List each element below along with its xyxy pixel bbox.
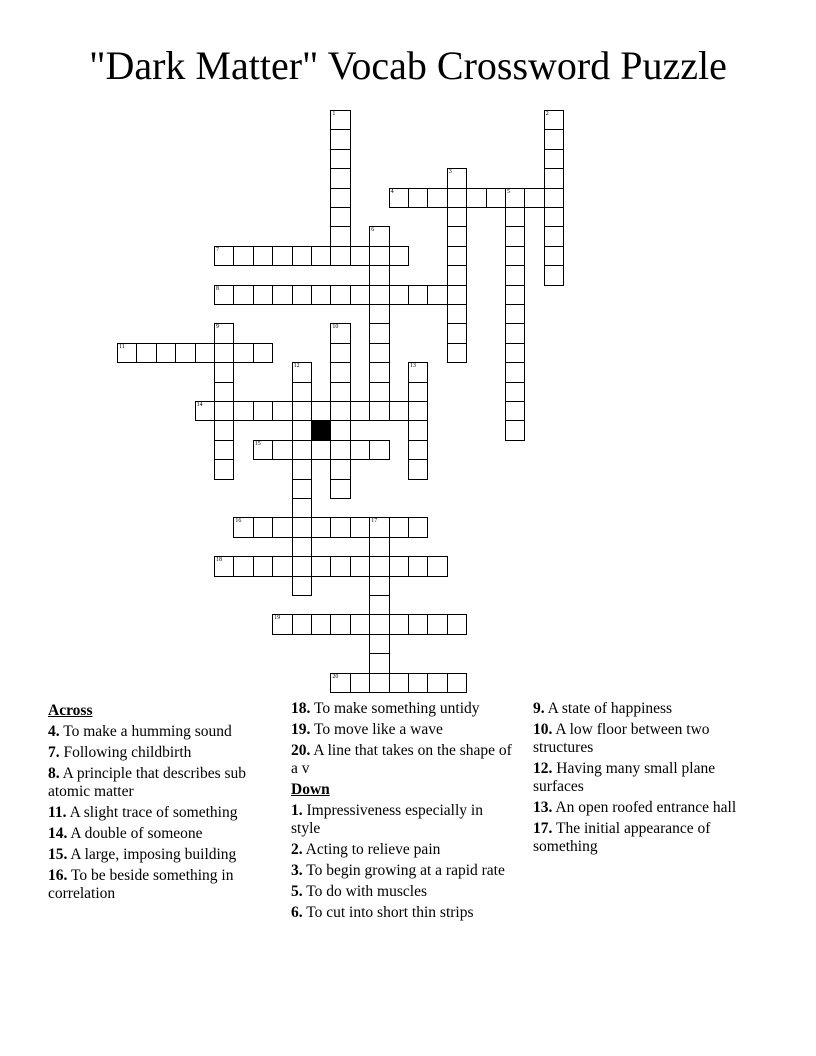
clue-number: 2	[545, 111, 549, 117]
grid-cell[interactable]	[330, 129, 350, 149]
across-clue	[48, 744, 273, 762]
grid-cell[interactable]	[292, 537, 312, 557]
clue-num: 6.	[291, 904, 303, 921]
grid-cell[interactable]	[427, 556, 447, 576]
grid-cell[interactable]	[233, 517, 253, 537]
grid-cell[interactable]	[408, 285, 428, 305]
grid-cell[interactable]	[214, 343, 234, 363]
clue-num: 20.	[291, 742, 311, 759]
grid-cell[interactable]	[544, 149, 564, 169]
grid-cell[interactable]	[272, 285, 292, 305]
across-header: Across	[48, 702, 93, 719]
grid-cell[interactable]	[253, 556, 273, 576]
across-clue	[48, 765, 273, 801]
grid-cell[interactable]	[292, 440, 312, 460]
grid-cell[interactable]	[369, 304, 389, 324]
grid-cell[interactable]	[350, 285, 370, 305]
grid-cell[interactable]	[195, 343, 215, 363]
grid-cell[interactable]	[408, 459, 428, 479]
grid-cell[interactable]	[330, 226, 350, 246]
grid-cell[interactable]	[330, 459, 350, 479]
clue-number: 13	[410, 363, 416, 370]
grid-cell[interactable]	[330, 285, 350, 305]
grid-cell[interactable]	[272, 401, 292, 421]
grid-cell[interactable]	[214, 285, 234, 305]
grid-cell[interactable]	[272, 517, 292, 537]
grid-cell[interactable]	[369, 614, 389, 634]
grid-cell[interactable]	[330, 362, 350, 382]
down-clue	[291, 802, 516, 838]
clue-text: A line that takes on the shape of a v	[291, 742, 512, 777]
grid-cell[interactable]	[408, 362, 428, 382]
clue-num: 2.	[291, 841, 303, 858]
clue-text: To make something untidy	[313, 700, 480, 717]
grid-cell[interactable]	[292, 285, 312, 305]
clue-num: 17.	[533, 820, 553, 837]
clue-number: 9	[216, 324, 219, 331]
grid-cell[interactable]	[505, 226, 525, 246]
down-clue	[291, 883, 516, 901]
grid-cell[interactable]	[292, 556, 312, 576]
grid-cell[interactable]	[272, 556, 292, 576]
grid-cell[interactable]	[350, 673, 370, 693]
grid-cell[interactable]	[447, 188, 467, 208]
clue-num: 10.	[533, 721, 553, 738]
grid-cell[interactable]	[505, 343, 525, 363]
clue-text: To cut into short thin strips	[306, 904, 474, 921]
grid-cell[interactable]	[330, 323, 350, 343]
down-clue	[533, 820, 763, 856]
clue-text: Following childbirth	[63, 744, 192, 761]
across-clue	[291, 742, 516, 778]
grid-cell[interactable]	[408, 614, 428, 634]
clue-text: To do with muscles	[306, 883, 427, 900]
clue-text: A large, imposing building	[70, 846, 237, 863]
grid-cell[interactable]	[369, 382, 389, 402]
grid-cell[interactable]	[136, 343, 156, 363]
clue-text: A principle that describes sub atomic matter	[48, 765, 247, 800]
grid-cell[interactable]	[389, 188, 409, 208]
grid-cell[interactable]	[350, 517, 370, 537]
grid-cell[interactable]	[369, 634, 389, 654]
grid-cell[interactable]	[330, 343, 350, 363]
clue-number: 4	[390, 188, 394, 195]
grid-cell[interactable]	[447, 285, 467, 305]
grid-cell[interactable]	[330, 440, 350, 460]
grid-cell[interactable]	[524, 188, 544, 208]
grid-cell[interactable]	[233, 246, 253, 266]
grid-cell[interactable]	[408, 517, 428, 537]
clue-num: 1.	[291, 802, 303, 819]
grid-cell[interactable]	[350, 246, 370, 266]
grid-cell[interactable]	[466, 188, 486, 208]
clue-number: 14	[196, 402, 203, 408]
grid-cell[interactable]	[311, 440, 331, 460]
grid-cell[interactable]	[369, 440, 389, 460]
grid-cell[interactable]	[253, 343, 273, 363]
grid-cell[interactable]	[505, 188, 525, 208]
grid-cell[interactable]	[214, 323, 234, 343]
grid-cell[interactable]	[544, 110, 564, 130]
down-clue	[291, 862, 516, 880]
grid-cell[interactable]	[292, 459, 312, 479]
grid-cell[interactable]	[447, 323, 467, 343]
grid-cell[interactable]	[253, 440, 273, 460]
grid-cell[interactable]	[330, 110, 350, 130]
clue-text: To begin growing at a rapid rate	[306, 862, 505, 879]
grid-cell[interactable]	[447, 614, 467, 634]
grid-cell[interactable]	[311, 401, 331, 421]
clue-number: 7	[216, 246, 219, 253]
clue-text: A slight trace of something	[69, 804, 238, 821]
clue-num: 8.	[48, 765, 60, 782]
clue-num: 3.	[291, 862, 303, 879]
clues-column-1	[48, 700, 273, 906]
grid-cell[interactable]	[214, 556, 234, 576]
grid-cell[interactable]	[369, 537, 389, 557]
clue-num: 5.	[291, 883, 303, 900]
grid-cell[interactable]	[311, 285, 331, 305]
grid-cell[interactable]	[292, 362, 312, 382]
grid-cell[interactable]	[195, 401, 215, 421]
grid-cell[interactable]	[447, 265, 467, 285]
grid-cell[interactable]	[253, 401, 273, 421]
grid-cell[interactable]	[292, 614, 312, 634]
grid-cell[interactable]	[427, 188, 447, 208]
grid-cell[interactable]	[214, 362, 234, 382]
clue-num: 14.	[48, 825, 68, 842]
grid-cell[interactable]	[253, 285, 273, 305]
grid-cell[interactable]	[156, 343, 176, 363]
down-clue	[291, 904, 516, 922]
grid-cell[interactable]	[389, 517, 409, 537]
grid-cell[interactable]	[350, 556, 370, 576]
clue-text: An open roofed entrance hall	[555, 799, 737, 816]
grid-cell[interactable]	[389, 285, 409, 305]
grid-cell[interactable]	[389, 401, 409, 421]
grid-cell[interactable]	[505, 246, 525, 266]
clue-num: 13.	[533, 799, 553, 816]
grid-cell[interactable]	[389, 673, 409, 693]
grid-cell[interactable]	[253, 517, 273, 537]
grid-cell[interactable]	[233, 343, 253, 363]
clue-number: 11	[119, 343, 125, 350]
grid-cell[interactable]	[272, 440, 292, 460]
grid-cell[interactable]	[427, 285, 447, 305]
grid-cell[interactable]	[486, 188, 506, 208]
grid-cell[interactable]	[369, 285, 389, 305]
grid-cell[interactable]	[544, 188, 564, 208]
grid-cell[interactable]	[330, 188, 350, 208]
clue-num: 11.	[48, 804, 67, 821]
down-clue	[533, 700, 763, 718]
grid-cell[interactable]	[505, 401, 525, 421]
grid-cell[interactable]	[292, 479, 312, 499]
grid-cell[interactable]	[214, 459, 234, 479]
grid-cell[interactable]	[214, 440, 234, 460]
clue-number: 1	[332, 111, 336, 117]
grid-cell[interactable]	[544, 226, 564, 246]
grid-cell[interactable]	[369, 517, 389, 537]
grid-cell[interactable]	[408, 673, 428, 693]
clue-text: To make a humming sound	[63, 723, 232, 740]
grid-cell[interactable]	[447, 168, 467, 188]
grid-cell[interactable]	[369, 556, 389, 576]
grid-cell[interactable]	[292, 420, 312, 440]
clue-number: 16	[235, 518, 242, 525]
grid-cell[interactable]	[292, 517, 312, 537]
grid-cell[interactable]	[253, 246, 273, 266]
grid-cell[interactable]	[408, 420, 428, 440]
clue-num: 4.	[48, 723, 60, 740]
grid-cell[interactable]	[292, 401, 312, 421]
grid-cell[interactable]	[330, 517, 350, 537]
grid-cell[interactable]	[369, 673, 389, 693]
grid-cell[interactable]	[330, 382, 350, 402]
grid-cell[interactable]	[447, 304, 467, 324]
clue-num: 16.	[48, 867, 68, 884]
grid-cell[interactable]	[233, 401, 253, 421]
grid-cell[interactable]	[330, 479, 350, 499]
clue-text: A low floor between two structures	[533, 721, 710, 756]
grid-cell[interactable]	[369, 226, 389, 246]
grid-cell[interactable]	[389, 556, 409, 576]
clue-num: 15.	[48, 846, 68, 863]
grid-cell[interactable]	[369, 323, 389, 343]
clue-number: 10	[332, 324, 339, 331]
grid-cell[interactable]	[330, 149, 350, 169]
grid-cell[interactable]	[311, 614, 331, 634]
clue-number: 6	[371, 227, 375, 234]
grid-cell[interactable]	[214, 382, 234, 402]
grid-cell[interactable]	[330, 556, 350, 576]
grid-cell[interactable]	[350, 401, 370, 421]
clue-num: 12.	[533, 760, 553, 777]
grid-cell[interactable]	[447, 246, 467, 266]
grid-cell[interactable]	[369, 576, 389, 596]
grid-cell[interactable]	[408, 556, 428, 576]
grid-cell[interactable]	[544, 246, 564, 266]
grid-cell[interactable]	[505, 420, 525, 440]
clue-text: Acting to relieve pain	[305, 841, 441, 858]
grid-cell[interactable]	[505, 382, 525, 402]
grid-cell[interactable]	[505, 304, 525, 324]
grid-cell[interactable]	[447, 343, 467, 363]
grid-cell[interactable]	[369, 653, 389, 673]
grid-cell[interactable]	[311, 556, 331, 576]
grid-cell[interactable]	[369, 362, 389, 382]
clue-number: 3	[448, 169, 452, 176]
grid-cell[interactable]	[369, 343, 389, 363]
grid-cell[interactable]	[505, 265, 525, 285]
clue-text: A double of someone	[70, 825, 203, 842]
grid-cell[interactable]	[330, 401, 350, 421]
down-clue	[533, 799, 763, 817]
clue-num: 18.	[291, 700, 311, 717]
grid-cell[interactable]	[427, 614, 447, 634]
grid-cell[interactable]	[505, 362, 525, 382]
clue-text: Having many small plane surfaces	[533, 760, 716, 795]
grid-cell[interactable]	[369, 246, 389, 266]
clues-column-3	[533, 700, 763, 859]
clues-column-2	[291, 700, 516, 925]
grid-cell[interactable]	[544, 129, 564, 149]
across-clue	[291, 700, 516, 718]
clue-num: 7.	[48, 744, 60, 761]
clue-text: Impressiveness especially in style	[291, 802, 483, 837]
grid-cell[interactable]	[544, 207, 564, 227]
down-clue	[291, 841, 516, 859]
down-header: Down	[291, 781, 330, 798]
grid-cell[interactable]	[117, 343, 137, 363]
grid-cell[interactable]	[544, 265, 564, 285]
clue-text: The initial appearance of something	[533, 820, 711, 855]
grid-cell[interactable]	[505, 323, 525, 343]
grid-cell[interactable]	[369, 265, 389, 285]
clue-number: 20	[332, 673, 339, 680]
grid-cell[interactable]	[214, 420, 234, 440]
grid-cell[interactable]	[330, 168, 350, 188]
grid-cell[interactable]	[214, 401, 234, 421]
down-clue	[533, 760, 763, 796]
clue-number: 15	[254, 440, 261, 447]
across-clue	[48, 723, 273, 741]
grid-cell[interactable]	[330, 420, 350, 440]
clue-number: 17	[371, 518, 378, 525]
grid-cell[interactable]	[544, 168, 564, 188]
grid-cell[interactable]	[214, 246, 234, 266]
black-cell	[311, 420, 331, 440]
across-clue	[48, 867, 273, 903]
across-clue	[48, 804, 273, 822]
clue-number: 5	[507, 188, 510, 195]
grid-cell[interactable]	[292, 498, 312, 518]
grid-cell[interactable]	[350, 440, 370, 460]
clue-number: 8	[216, 285, 219, 292]
down-clue	[533, 721, 763, 757]
grid-cell[interactable]	[369, 595, 389, 615]
clue-text: To be beside something in correlation	[48, 867, 234, 902]
grid-cell[interactable]	[330, 207, 350, 227]
grid-cell[interactable]	[447, 673, 467, 693]
clue-number: 19	[274, 615, 281, 622]
grid-cell[interactable]	[292, 382, 312, 402]
clue-text: A state of happiness	[547, 700, 673, 717]
grid-cell[interactable]	[408, 440, 428, 460]
grid-cell[interactable]	[311, 517, 331, 537]
grid-cell[interactable]	[233, 285, 253, 305]
grid-cell[interactable]	[350, 614, 370, 634]
page-title: "Dark Matter" Vocab Crossword Puzzle	[89, 43, 727, 88]
grid-cell[interactable]	[330, 614, 350, 634]
grid-cell[interactable]	[427, 673, 447, 693]
grid-cell[interactable]	[330, 673, 350, 693]
clue-num: 9.	[533, 700, 545, 717]
grid-cell[interactable]	[408, 382, 428, 402]
grid-cell[interactable]	[447, 226, 467, 246]
clue-number: 18	[216, 557, 222, 564]
grid-cell[interactable]	[330, 246, 350, 266]
across-clue	[291, 721, 516, 739]
clue-number: 12	[293, 363, 300, 370]
grid-cell[interactable]	[272, 614, 292, 634]
across-clue	[48, 825, 273, 843]
clue-num: 19.	[291, 721, 311, 738]
grid-cell[interactable]	[292, 576, 312, 596]
clue-text: To move like a wave	[313, 721, 443, 738]
grid-cell[interactable]	[311, 246, 331, 266]
grid-cell[interactable]	[175, 343, 195, 363]
grid-cell[interactable]	[272, 246, 292, 266]
grid-cell[interactable]	[505, 207, 525, 227]
grid-cell[interactable]	[292, 246, 312, 266]
grid-cell[interactable]	[369, 401, 389, 421]
grid-cell[interactable]	[389, 246, 409, 266]
grid-cell[interactable]	[233, 556, 253, 576]
grid-cell[interactable]	[389, 614, 409, 634]
grid-cell[interactable]	[447, 207, 467, 227]
grid-cell[interactable]	[408, 188, 428, 208]
grid-cell[interactable]	[505, 285, 525, 305]
across-clue	[48, 846, 273, 864]
grid-cell[interactable]	[408, 401, 428, 421]
